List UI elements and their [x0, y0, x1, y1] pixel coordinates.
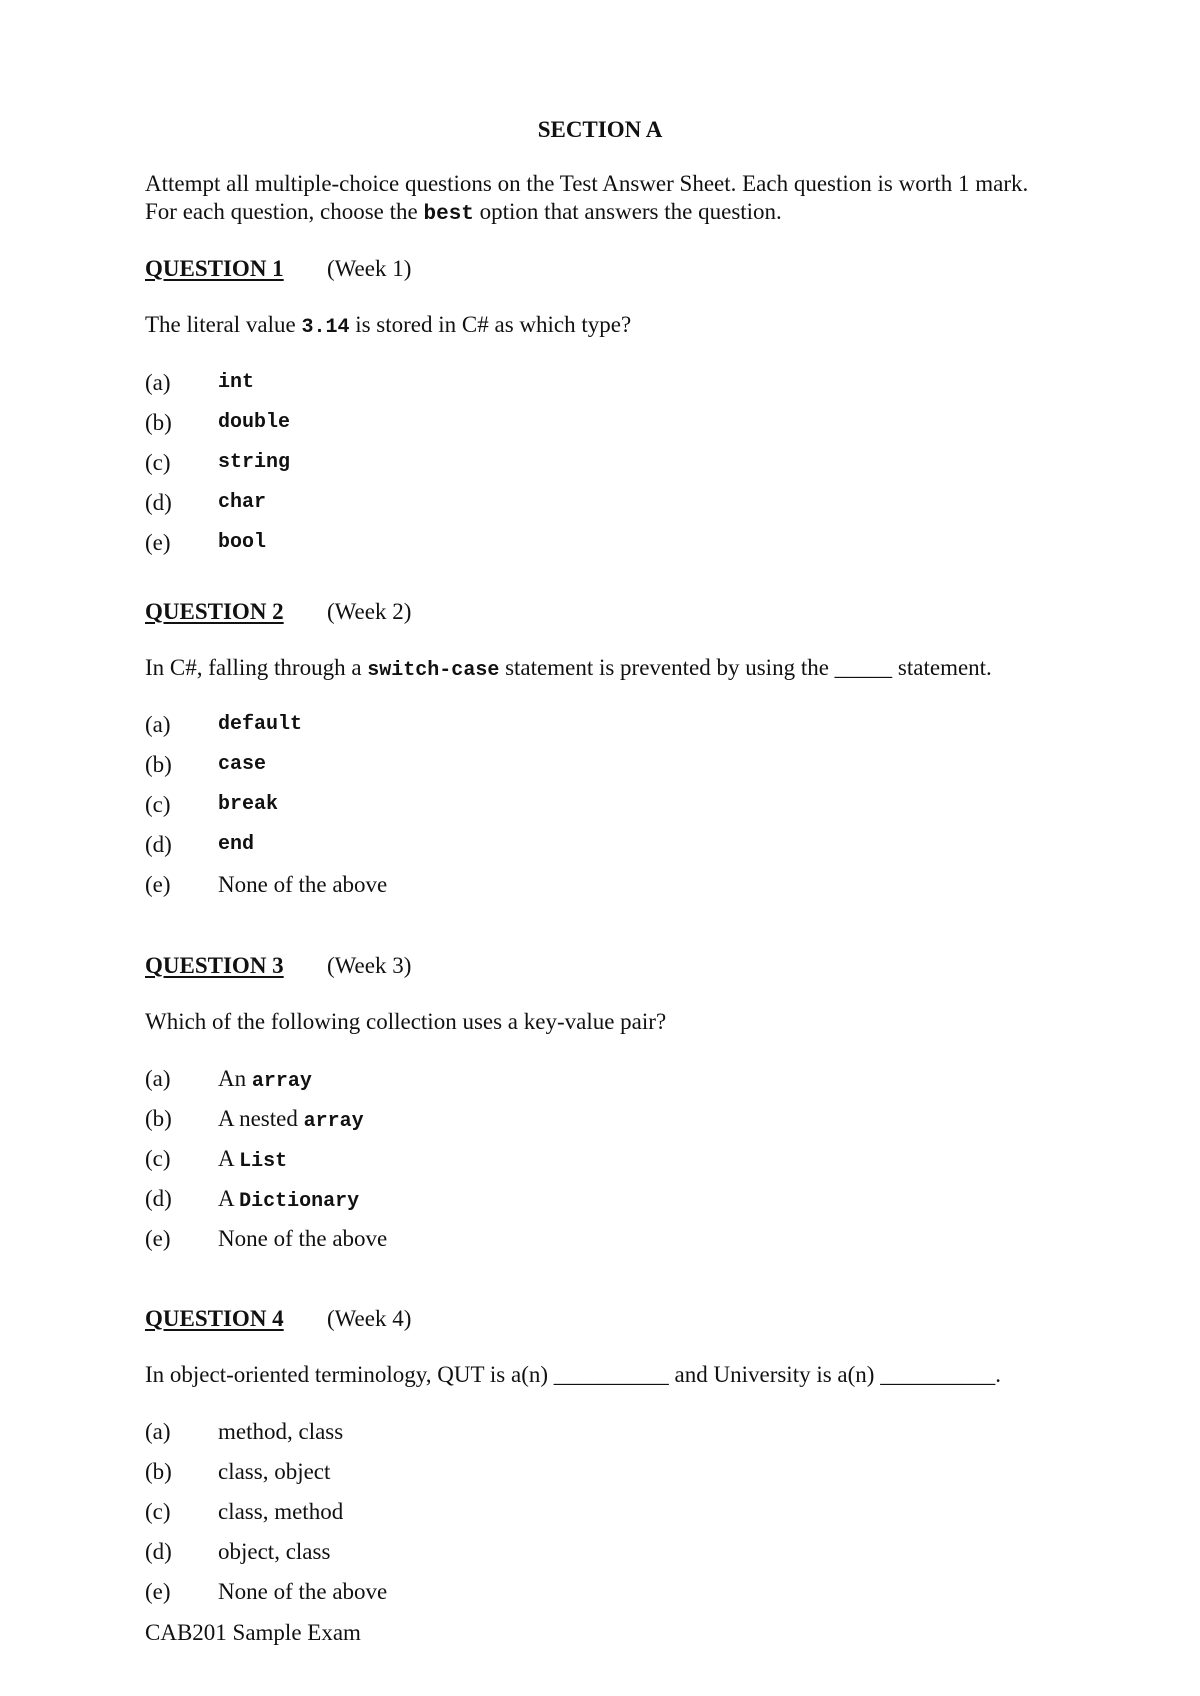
option-code: double [218, 411, 291, 434]
option-code: int [218, 371, 255, 394]
instructions-text: For each question, choose the [145, 199, 424, 224]
option-text: A [218, 1186, 240, 1211]
question-2-title: QUESTION 2 [145, 599, 284, 624]
option-text: An [218, 1066, 252, 1091]
question-1-week: (Week 1) [327, 256, 412, 281]
option-text: None of the above [218, 1226, 388, 1251]
option-text: A nested [218, 1106, 304, 1131]
option-text: object, class [218, 1539, 331, 1564]
option-letter: (d) [145, 490, 172, 515]
question-stem-text-end: is stored in C# as which type? [349, 312, 632, 337]
option-letter: (d) [145, 1539, 172, 1564]
option-letter: (b) [145, 752, 172, 777]
option-text: class, method [218, 1499, 344, 1524]
footer-text: CAB201 Sample Exam [145, 1620, 361, 1645]
option-code: List [239, 1150, 288, 1173]
question-3-week: (Week 3) [327, 953, 412, 978]
question-3-title: QUESTION 3 [145, 953, 284, 978]
option-c [218, 1147, 287, 1172]
option-letter: (d) [145, 1186, 172, 1211]
option-letter: (c) [145, 1146, 171, 1171]
option-letter: (a) [145, 1419, 171, 1444]
option-code: array [303, 1110, 364, 1133]
question-stem-text-end: statement is prevented by using the _____ statement. [499, 655, 992, 680]
option-text: A [218, 1146, 240, 1171]
option-code: break [218, 793, 279, 816]
question-4-stem: In object-oriented terminology, QUT is a(n) __________ and University is a(n) __________. [145, 1362, 1001, 1387]
option-letter: (e) [145, 1226, 171, 1251]
option-letter: (e) [145, 1579, 171, 1604]
question-1-title: QUESTION 1 [145, 256, 284, 281]
section-title: SECTION A [537, 117, 663, 142]
option-letter: (a) [145, 1066, 171, 1091]
option-letter: (e) [145, 872, 171, 897]
question-stem-text: In C#, falling through a [145, 655, 368, 680]
option-code: char [218, 491, 267, 514]
option-text: method, class [218, 1419, 344, 1444]
question-stem-code: switch-case [367, 659, 500, 682]
question-4-week: (Week 4) [327, 1306, 412, 1331]
instructions-emphasis: best [423, 203, 474, 226]
question-1-stem [145, 313, 631, 338]
option-a [218, 1067, 312, 1092]
option-letter: (a) [145, 370, 171, 395]
option-letter: (b) [145, 1459, 172, 1484]
option-code: array [251, 1070, 312, 1093]
option-text: None of the above [218, 872, 388, 897]
option-code: string [218, 451, 291, 474]
question-4-title: QUESTION 4 [145, 1306, 284, 1331]
option-letter: (c) [145, 1499, 171, 1524]
instructions-line-1: Attempt all multiple-choice questions on the Test Answer Sheet. Each question is worth 1 mark. [145, 171, 1029, 196]
option-code: case [218, 753, 267, 776]
instructions-text-end: option that answers the question. [473, 199, 782, 224]
option-code: bool [218, 531, 267, 554]
option-letter: (e) [145, 530, 171, 555]
question-stem-code: 3.14 [301, 316, 350, 339]
option-b [218, 1107, 364, 1132]
option-letter: (c) [145, 450, 171, 475]
question-2-week: (Week 2) [327, 599, 412, 624]
option-letter: (a) [145, 712, 171, 737]
option-letter: (b) [145, 1106, 172, 1131]
option-text: class, object [218, 1459, 331, 1484]
option-text: None of the above [218, 1579, 388, 1604]
question-3-stem: Which of the following collection uses a key-value pair? [145, 1009, 667, 1034]
option-d [218, 1187, 359, 1212]
question-2-stem [145, 656, 992, 681]
option-letter: (c) [145, 792, 171, 817]
option-code: end [218, 833, 255, 856]
option-letter: (d) [145, 832, 172, 857]
instructions-line-2 [145, 200, 782, 225]
option-code: default [218, 713, 303, 736]
option-code: Dictionary [239, 1190, 360, 1213]
option-letter: (b) [145, 410, 172, 435]
question-stem-text: The literal value [145, 312, 302, 337]
